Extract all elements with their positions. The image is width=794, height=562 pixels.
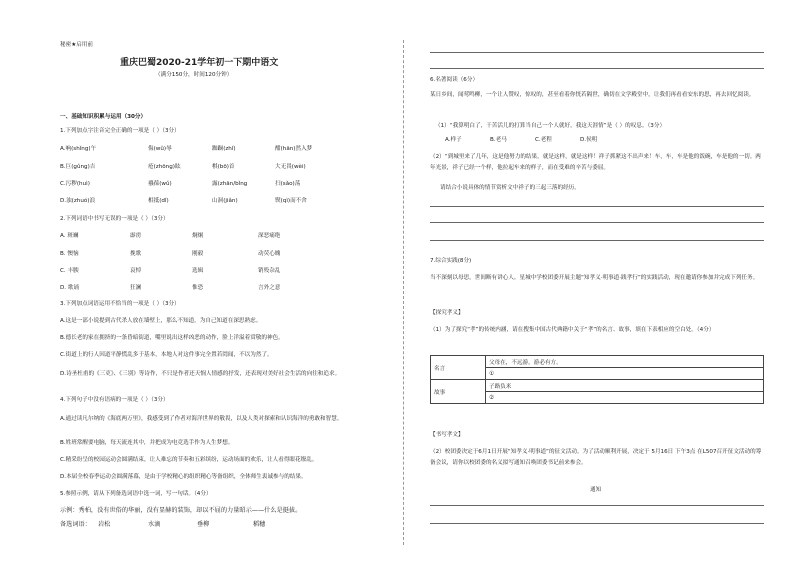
answer-line (430, 222, 764, 223)
q1-row-b-2: 疮(zhōnɡ)眩 (148, 164, 181, 170)
q2-row-c-4: 销殁杂乱 (258, 268, 281, 274)
candidate-word: 垂柳 (197, 521, 210, 528)
answer-line[interactable] (430, 505, 764, 506)
q5-candidates-label: 备选词语： (60, 521, 91, 528)
q2-row-a-2: 霹雳 (130, 233, 142, 239)
q1-row-c-3: 露(zhān/bǐnɡ (212, 181, 248, 187)
q1-row-d: D.浊(zhuó)浪 (60, 198, 96, 204)
q3-option-c: C.街道上的行人因道平静慌乱多于基本，本地人对这件事完全置若罔闻，不以为然了。 (60, 352, 273, 358)
page-title: 重庆巴蜀2020-21学年初一下期中语文 (120, 58, 279, 68)
q1-row-b: B.巨(ɡǔnɡ)吉 (60, 164, 96, 170)
answer-line (430, 206, 764, 207)
q4-option-d: D.本届全校春季运动会圆满落幕，是由于学校精心的组织精心等备组织，全体师生衷诚参与的结果。 (60, 474, 307, 480)
q2-row-b: B. 懊恼 (60, 251, 79, 257)
candidate-word: 岩松 (98, 521, 111, 528)
q1-row-d-4: 锲(qì)而不舍 (275, 198, 307, 204)
q2-row-d-4: 言外之意 (258, 285, 281, 291)
q1-row-a-4: 酣(hān)然入梦 (275, 146, 313, 152)
q4-stem: 4.下列句子中没有语病的一项是（ ）（3分） (60, 397, 169, 403)
notice-title: 通知 (590, 487, 602, 493)
table-label: 故事 (431, 380, 486, 404)
q3-option-a: A.这是一部小说提到古代杀人放在墙壁上，那么不知道，为自己知道在深思熟虑。 (60, 318, 262, 324)
answer-line (430, 240, 764, 241)
q4-option-b: B.姓班常醒要电脑，每天流连其中，并把成为电竞选手作为人生梦想。 (60, 440, 234, 446)
q4-option-a: A.通过读凡尔纳的《海底两万里》，我感受到了作者对海洋世界的敬畏，以及人类对探索和认识海洋的勇敢和智慧。 (60, 416, 343, 422)
q1-row-a-3: 踟蹰(zhǐ) (212, 146, 236, 152)
q1-row-b-4: 大无畏(wèi) (275, 164, 306, 170)
q1-row-c-4: 扫(sǎo)荡 (275, 181, 301, 187)
table-label: 名言 (431, 356, 486, 380)
q7-task2: （2）校团委决定于6月1日开展“知孝义·明事道”的征文活动。为了活动顺利开展，决定于 5月16日 下午3点 在L507召开征文活动的筹备会议，请你以校团委的名义拟写通知召唤团委书记前来参会。 (430, 449, 762, 466)
q4-option-c: C.精采纷呈的校园运动会圆满结束，让人难忘的节奏和五彩缤纷，运动场面的欢乐，让人看得眼花缭乱。 (60, 457, 318, 463)
answer-line (430, 68, 764, 69)
table-cell-blank[interactable]: ① (486, 368, 764, 380)
q2-row-c: C. 丰腴 (60, 268, 79, 274)
q2-row-d-3: 惟恐 (192, 285, 204, 291)
q2-row-a: A. 斑斓 (60, 233, 79, 239)
q6-option-c: C.老程 (535, 137, 552, 143)
q7-intro: 当不深刻以母思，世间断有讲心人。星城中学校团委开展主题“知孝义·明事道·践孝行”的实践活动，现在邀请你参加并完成下列任务。 (430, 275, 759, 281)
q1-row-c: C.污秽(huì) (60, 181, 90, 187)
q2-row-b-3: 刚毅 (192, 251, 204, 257)
q1-row-a: A.响(shǐng)午 (60, 146, 97, 152)
secret-label: 秘密★启用前 (60, 42, 93, 48)
table-row (431, 380, 764, 392)
q7-tag-write: 【书写孝文】 (430, 432, 464, 438)
q2-row-b-4: 动荧心魄 (258, 251, 281, 257)
candidate-word: 水滴 (148, 521, 161, 528)
q3-option-d: D.诗圣杜甫的《三吏》、《三别》等诗作，不只是作者还天悯人情感的抒发，还表现对美好社会生活的向往和追求。 (60, 371, 341, 377)
q1-row-d-3: 山洞(jiǎn) (212, 198, 238, 204)
q6-sub2: （2）“到城里来了几年，这是他努力的结果，就是这样，就是这样！祥子抓紧这不出声来！车，车，车是他的饭碗，车是他的一切。两年光景，祥子已经一个样，他拉起车来的样子，而在受难的辛苦与委屈。 (430, 154, 761, 171)
q7-heading: 7.综合实践(8分) (430, 258, 472, 264)
q6-option-d: D.侯明 (580, 137, 598, 143)
section-heading: 一、基础知识积累与运用（30分） (60, 114, 147, 120)
q7-task1: （1）为了探究“孝”的传统内涵，请在搜集中国古代典籍中关于“孝”的名言、故事，填在下表相应的空白处。（4分） (430, 327, 715, 333)
table-cell: 父母在，不远游，游必有方。 (486, 356, 764, 368)
column-divider (403, 40, 404, 545)
q2-stem: 2.下列词语中书写无误的一项是（ ）（3分） (60, 216, 169, 222)
q6-heading: 6.名著阅读（6分） (430, 77, 479, 83)
q7-tag-explore: 【探究孝义】 (430, 310, 464, 316)
q6-option-a: A.样子 (445, 137, 462, 143)
q6-option-b: B.老马 (490, 137, 507, 143)
q6-sub1: （1）“我算明白了，干苦活儿的打算当自己一个人就好，我这天涯情”是（ ）的叹息。（3分） (435, 123, 666, 129)
q6-sub2-prompt: 请结合小说具体的情节赏析文中祥子的三起三落的经历。 (440, 185, 580, 191)
table-row (431, 356, 764, 368)
q5-stem: 5.参照示例，请从下列备选词语中选一词，写一句话。（4分） (60, 491, 212, 497)
q2-row-b-2: 挽歌 (130, 251, 142, 257)
answer-line (430, 52, 764, 53)
q2-row-a-4: 深恶痛绝 (258, 233, 281, 239)
q1-row-c-2: 襁葆(wǔ) (148, 181, 172, 187)
q3-option-b: B.德长老的家在拥挤的一条昏暗街道，嘴里说出这样凶恶的动作，脸上洋溢着赏敬的神色。 (60, 335, 284, 341)
q1-row-b-3: 棋(bō)首 (212, 164, 235, 170)
table-cell-blank[interactable]: ② (486, 392, 764, 404)
q3-stem: 3.下列加点词语运用不恰当的一项是（ ）（3分） (60, 301, 180, 307)
page-subtitle: （满分150分，时间120分钟） (155, 72, 233, 78)
answer-line[interactable] (430, 523, 764, 524)
table-cell: 子路负米 (486, 380, 764, 392)
q5-example: 示例：秀柏，没有世俗的华丽，没有显赫的装饰，却以不屈的力量昭示——什么是挺拔。 (60, 507, 302, 514)
q2-row-a-3: 炯炯 (192, 233, 204, 239)
q7-table (430, 355, 764, 404)
q2-row-d: D. 歌诵 (60, 285, 80, 291)
q1-stem: 1.下列加点字注音完全正确的一项是（ ）（3分） (60, 128, 180, 134)
q6-paragraph: 某日乡间，闻莺鸣柳，一个让人赞叹，惊叹的，甚至看着你恍若隔世，确切在文学殿堂中，让我们再看看安东的思，再去回忆阅读。 (430, 92, 755, 98)
q2-row-c-2: 哀悼 (130, 268, 142, 274)
q1-row-a-2: 侮(wǔ)辱 (148, 146, 172, 152)
q2-row-c-3: 选辑 (192, 268, 204, 274)
q2-row-d-2: 狂澜 (130, 285, 142, 291)
q1-row-d-2: 相抵(dǐ) (148, 198, 169, 204)
candidate-word: 稻穗 (253, 521, 266, 528)
